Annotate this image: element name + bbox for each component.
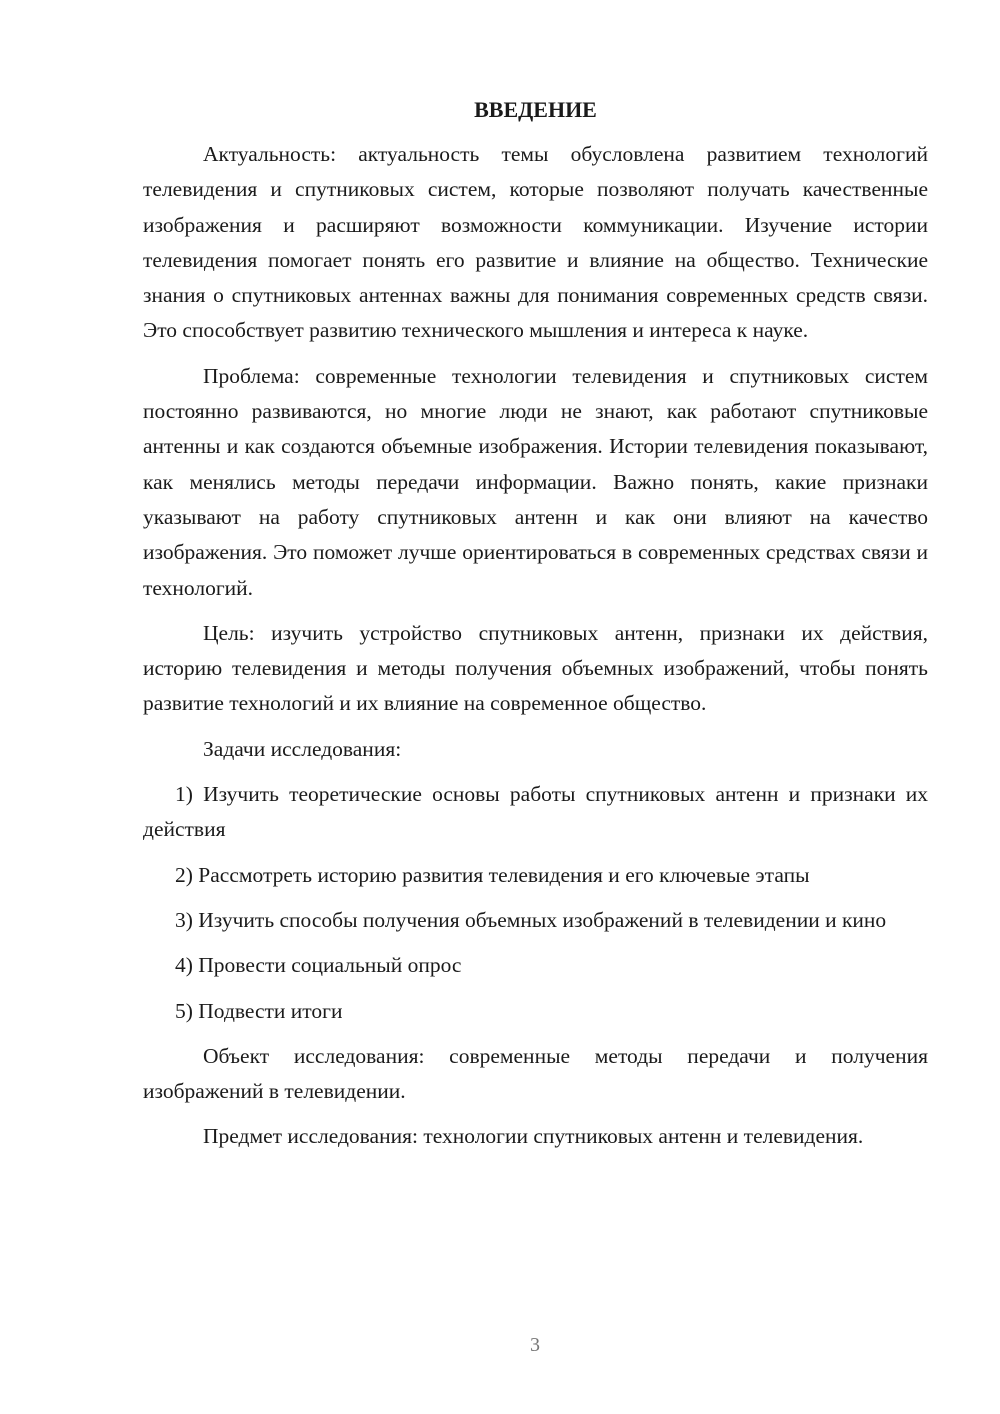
document-page xyxy=(143,92,928,1155)
paragraph-object: Объект исследования: современные методы передачи и получения изображений в телевидении. xyxy=(143,1043,928,1104)
list-item: 2) Рассмотреть историю развития телевидения и его ключевые этапы xyxy=(175,862,810,887)
paragraph-subject: Предмет исследования: технологии спутниковых антенн и телевидения. xyxy=(203,1124,864,1149)
page-number: 3 xyxy=(530,1334,540,1356)
list-item: 1) Изучить теоретические основы работы спутниковых антенн и признаки их действия xyxy=(143,782,928,842)
paragraph-relevance: Актуальность: актуальность темы обусловлена развитием технологий телевидения и спутниковых систем, которые позволяют получать качественные изображения и расширяют возможности коммуникации. Изучение истории телевидения помогает понять его развитие и влияние на общество. Технические знания о спутниковых антеннах важны для понимания современных средств связи. Это способствует развитию технического мышления и интереса к науке. xyxy=(143,142,928,343)
list-item: 5) Подвести итоги xyxy=(175,998,343,1023)
section-title: ВВЕДЕНИЕ xyxy=(474,97,597,122)
tasks-list xyxy=(143,777,928,1029)
list-item: 3) Изучить способы получения объемных изображений в телевидении и кино xyxy=(175,907,887,932)
list-item: 4) Провести социальный опрос xyxy=(175,953,462,978)
tasks-heading: Задачи исследования: xyxy=(203,736,402,761)
paragraph-problem: Проблема: современные технологии телевидения и спутниковых систем постоянно развиваются, но многие люди не знают, как работают спутниковые антенны и как создаются объемные изображения. Истории телевидения показывают, как менялись методы передачи информации. Важно понять, какие признаки указывают на работу спутниковых антенн и как они влияют на качество изображения. Это поможет лучше ориентироваться в современных средствах связи и технологий. xyxy=(143,363,928,600)
paragraph-goal: Цель: изучить устройство спутниковых антенн, признаки их действия, историю телевидения и методы получения объемных изображений, чтобы понять развитие технологий и их влияние на современное общество. xyxy=(143,620,928,716)
